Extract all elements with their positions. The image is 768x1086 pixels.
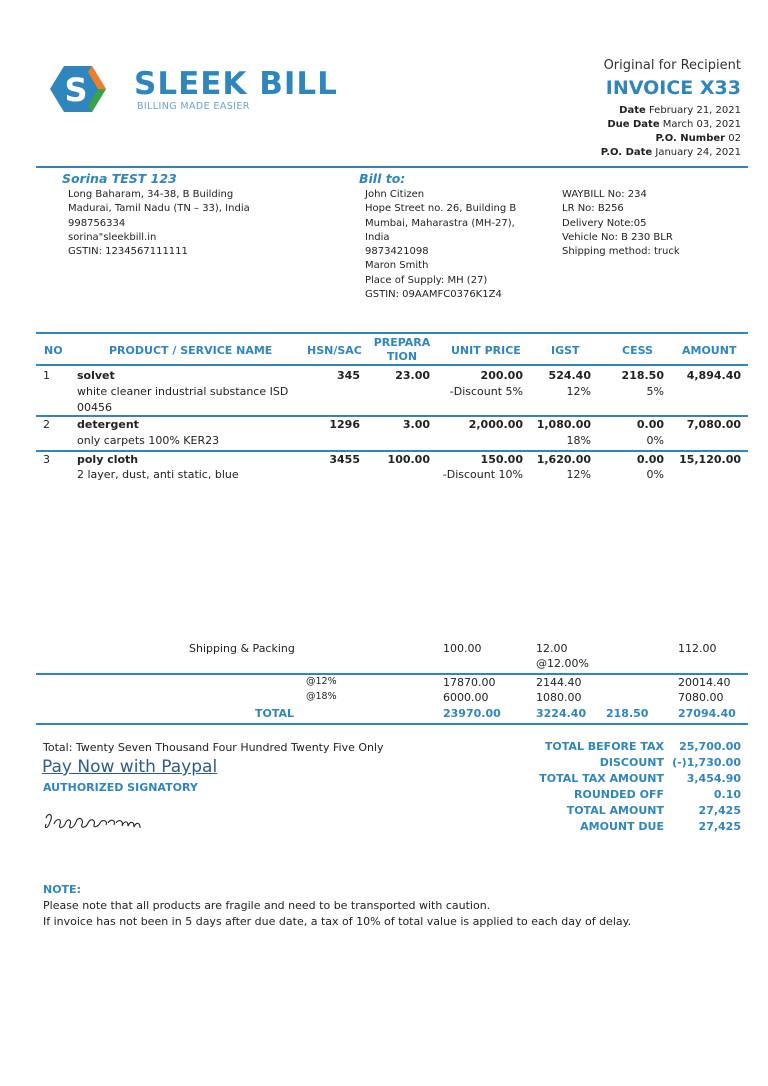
row-no: 3	[43, 453, 50, 466]
row-igst: 524.40	[548, 369, 591, 382]
row-divider	[36, 415, 748, 417]
signature-image	[40, 808, 158, 838]
tax-total: 7080.00	[678, 691, 724, 704]
copy-label: Original for Recipient	[603, 58, 741, 73]
th-hsn: HSN/SAC	[307, 344, 362, 357]
svg-text:S: S	[64, 71, 88, 109]
bill-to-address: John Citizen Hope Street no. 26, Building B Mumbai, Maharastra (MH-27), India 9873421098 Maron Smith Place of Supply: MH (27) GSTIN: 09AAMFC0376K1Z4	[365, 189, 517, 301]
bill-to-heading: Bill to:	[359, 171, 406, 186]
amount-due-label: AMOUNT DUE	[580, 820, 664, 833]
row-cess: 0.00	[636, 418, 664, 431]
pay-now-paypal-link[interactable]: Pay Now with Paypal	[42, 757, 218, 777]
total-tax-label: TOTAL TAX AMOUNT	[539, 772, 664, 785]
header-divider	[36, 166, 748, 168]
discount-label: DISCOUNT	[599, 756, 664, 769]
row-amount: 4,894.40	[686, 369, 741, 382]
authorized-signatory-label: AUTHORIZED SIGNATORY	[43, 781, 198, 794]
total-amount-label: TOTAL AMOUNT	[566, 804, 664, 817]
th-no: NO	[44, 344, 63, 357]
total-amount-value: 27,425	[698, 804, 741, 817]
tax-total-taxable: 23970.00	[443, 707, 501, 720]
sleekbill-logo-icon	[50, 64, 106, 114]
row-unit-price: 2,000.00	[468, 418, 523, 431]
total-tax-value: 3,454.90	[686, 772, 741, 785]
shipping-tax: 12.00	[536, 642, 568, 655]
row-preparation: 23.00	[395, 369, 430, 382]
row-igst: 1,080.00	[536, 418, 591, 431]
row-hsn: 345	[337, 369, 360, 382]
tax-igst: 1080.00	[536, 691, 582, 704]
shipping-total: 112.00	[678, 642, 717, 655]
tax-taxable: 6000.00	[443, 691, 489, 704]
row-product-desc: 2 layer, dust, anti static, blue	[77, 468, 239, 481]
row-cess-rate: 0%	[646, 468, 664, 481]
total-before-tax-label: TOTAL BEFORE TAX	[544, 740, 664, 753]
po-date: P.O. Date January 24, 2021	[600, 147, 741, 158]
invoice-title: INVOICE X33	[605, 77, 741, 99]
due-date: Due Date March 03, 2021	[607, 119, 741, 130]
row-discount: -Discount 10%	[442, 468, 523, 481]
shipping-tax-rate: @12.00%	[536, 657, 589, 670]
note-line: Please note that all products are fragile and need to be transported with caution.	[43, 899, 491, 912]
logo-tagline: BILLING MADE EASIER	[137, 101, 250, 112]
note-line: If invoice has not been in 5 days after due date, a tax of 10% of total value is applied to each day of delay.	[43, 915, 632, 928]
row-igst-rate: 12%	[566, 385, 591, 398]
row-divider	[36, 450, 748, 452]
row-amount: 7,080.00	[686, 418, 741, 431]
shipping-label: Shipping & Packing	[189, 642, 295, 655]
row-cess: 218.50	[621, 369, 664, 382]
rounded-off-label: ROUNDED OFF	[574, 788, 664, 801]
row-igst-rate: 18%	[566, 434, 591, 447]
tax-rate: @18%	[306, 691, 337, 702]
th-unit-price: UNIT PRICE	[451, 344, 521, 357]
seller-address: Long Baharam, 34-38, B Building Madurai, Tamil Nadu (TN – 33), India 998756334 sorina"sleekbill.in GSTIN: 1234567111111	[68, 189, 250, 258]
row-product-desc: only carpets 100% KER23	[77, 434, 220, 447]
row-product-desc: 00456	[77, 401, 112, 414]
summary-bottom-border	[36, 723, 748, 725]
seller-name: Sorina TEST 123	[62, 171, 177, 186]
row-cess-rate: 5%	[646, 385, 664, 398]
table-top-border	[36, 332, 748, 334]
logo-wordmark: SLEEK BILL	[134, 66, 338, 102]
table-header-border	[36, 364, 748, 366]
row-amount: 15,120.00	[679, 453, 741, 466]
total-before-tax-value: 25,700.00	[679, 740, 741, 753]
tax-total: 20014.40	[678, 676, 731, 689]
row-cess: 0.00	[636, 453, 664, 466]
th-cess: CESS	[622, 344, 653, 357]
tax-igst: 2144.40	[536, 676, 582, 689]
discount-value: (-)1,730.00	[672, 756, 741, 769]
row-product-name: poly cloth	[77, 453, 139, 466]
rounded-off-value: 0.10	[713, 788, 741, 801]
note-heading: NOTE:	[43, 883, 81, 896]
tax-total-label: TOTAL	[255, 707, 295, 720]
row-preparation: 3.00	[402, 418, 430, 431]
amount-due-value: 27,425	[698, 820, 741, 833]
row-hsn: 1296	[329, 418, 360, 431]
row-product-name: solvet	[77, 369, 115, 382]
th-amount: AMOUNT	[682, 344, 737, 357]
row-discount: -Discount 5%	[449, 385, 523, 398]
row-igst-rate: 12%	[566, 468, 591, 481]
invoice-date: Date February 21, 2021	[619, 105, 741, 116]
tax-total-igst: 3224.40	[536, 707, 587, 720]
row-product-desc: white cleaner industrial substance ISD	[77, 385, 289, 398]
po-number: P.O. Number 02	[655, 133, 741, 144]
row-unit-price: 200.00	[480, 369, 523, 382]
row-no: 2	[43, 418, 50, 431]
tax-taxable: 17870.00	[443, 676, 496, 689]
row-product-name: detergent	[77, 418, 139, 431]
row-no: 1	[43, 369, 50, 382]
th-igst: IGST	[551, 344, 580, 357]
summary-divider	[36, 673, 748, 675]
amount-in-words: Total: Twenty Seven Thousand Four Hundred Twenty Five Only	[43, 741, 384, 754]
shipping-taxable: 100.00	[443, 642, 482, 655]
row-hsn: 3455	[329, 453, 360, 466]
row-cess-rate: 0%	[646, 434, 664, 447]
th-product: PRODUCT / SERVICE NAME	[109, 344, 273, 357]
tax-rate: @12%	[306, 676, 337, 687]
row-preparation: 100.00	[387, 453, 430, 466]
tax-total-amount: 27094.40	[678, 707, 736, 720]
row-igst: 1,620.00	[536, 453, 591, 466]
row-unit-price: 150.00	[480, 453, 523, 466]
tax-total-cess: 218.50	[606, 707, 649, 720]
shipping-details: WAYBILL No: 234 LR No: B256 Delivery Note:05 Vehicle No: B 230 BLR Shipping method: truck	[562, 189, 680, 258]
th-preparation: PREPARA TION	[373, 336, 431, 363]
